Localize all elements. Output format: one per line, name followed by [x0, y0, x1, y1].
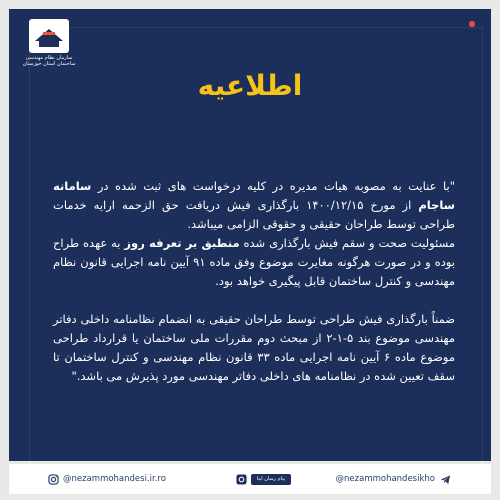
telegram-handle: @nezammohandesikho: [335, 474, 435, 484]
eitaa-icon: [235, 473, 247, 485]
page-title: اطلاعیه: [197, 69, 303, 102]
instagram-handle: @nezammohandesi.ir.ro: [63, 474, 166, 484]
text-segment: ضمناً بارگذاری فیش طراحی توسط طراحان حقیقی به انضمام نظامنامه داخلی دفاتر مهندسی موضوع بند ۵-۱-۲ از مبحث دوم مقررات ملی ساختمان یا قرارداد طراحی موضوع ماده ۶ آیین نامه اجرایی ماده ۳۳ قانون نظام مهندسی و کنترل ساختمان تا سقف تعیین شده در نظامنامه های داخلی دفاتر مهندسی مورد پذیرش می باشد.": [53, 312, 455, 383]
text-segment: از مورخ ۱۴۰۰/۱۲/۱۵ بارگذاری فیش دریافت حق الزحمه ارایه خدمات طراحی توسط طراحان حقیقی و حقوقی الزامی میباشد.: [53, 198, 455, 231]
paragraph-1: [53, 177, 455, 234]
logo-caption: سازمان نظام مهندسی ساختمان استان خوزستان: [22, 55, 76, 67]
footer-right[interactable]: [336, 473, 451, 485]
text-segment: به عهده طراح بوده و در صورت هرگونه مغایرت موضوع وفق ماده ۹۱ آیین نامه اجرایی قانون نظام مهندسی و کنترل ساختمان قابل پیگیری خواهد بود.: [53, 236, 456, 288]
footer-middle[interactable]: [235, 473, 291, 485]
announcement-body: [53, 177, 455, 386]
paragraph-3: [53, 310, 455, 386]
logo-icon: [29, 19, 69, 53]
text-segment: مسئولیت صحت و سقم فیش بارگذاری شده: [239, 236, 455, 250]
eitaa-label: پیام رسان ایتا: [251, 474, 291, 485]
highlighted-text: سامانه ساجام: [53, 179, 455, 212]
announcement-card: [9, 9, 491, 461]
text-segment: "با عنایت به مصوبه هیات مدیره در کلیه درخواست های ثبت شده در: [91, 179, 455, 193]
footer-bar: [9, 464, 491, 494]
instagram-icon: [47, 473, 59, 485]
footer-left[interactable]: [47, 473, 166, 485]
paragraph-2: [53, 234, 455, 291]
highlighted-text: منطبق بر تعرفه روز: [124, 236, 240, 250]
accent-dot: [469, 21, 475, 27]
telegram-icon: [439, 473, 451, 485]
